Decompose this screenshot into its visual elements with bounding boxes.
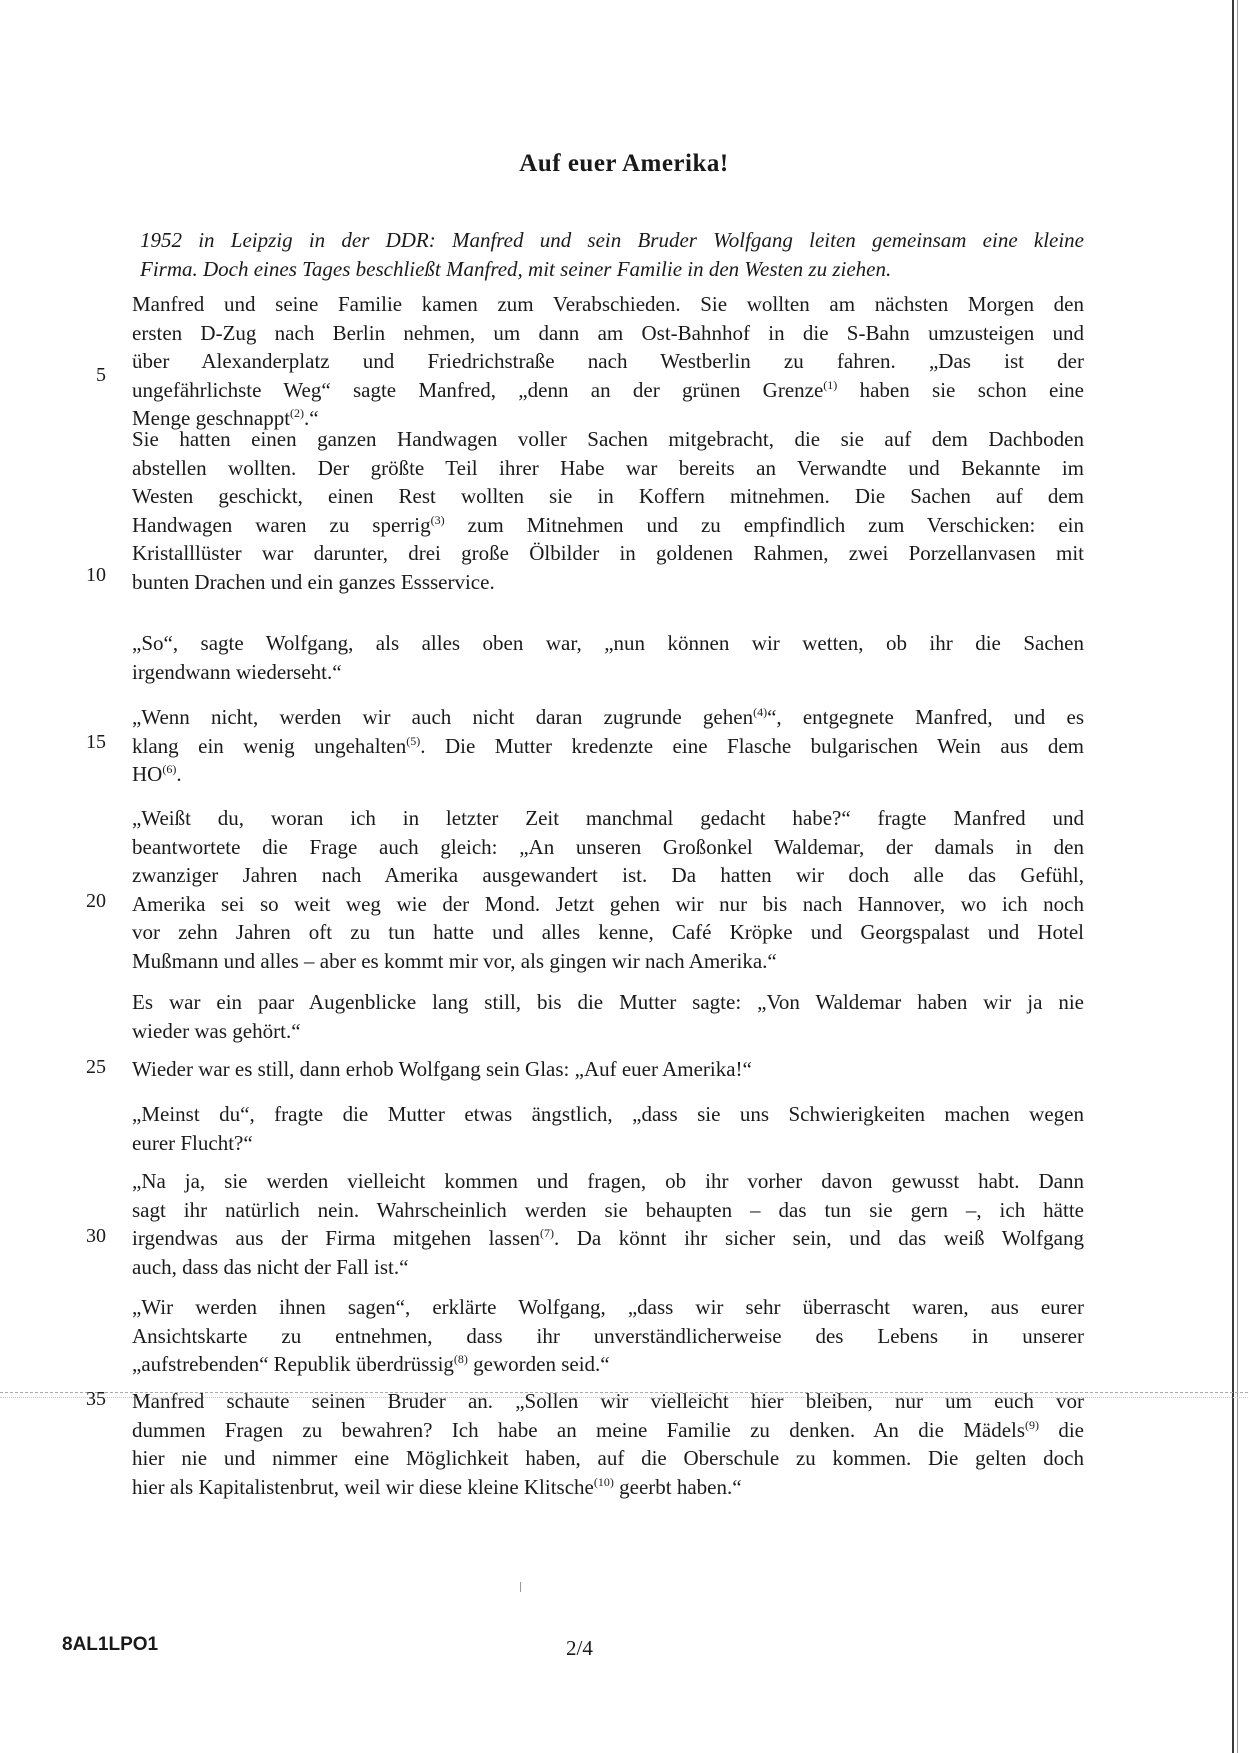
footnote-ref-1: (1) bbox=[823, 377, 838, 392]
paragraph-8 bbox=[132, 1100, 1084, 1157]
text-line bbox=[132, 1350, 1084, 1379]
text-segment: geworden seid.“ bbox=[467, 1352, 610, 1376]
paragraph-2 bbox=[132, 425, 1084, 596]
text-line: zwanziger Jahren nach Amerika ausgewandert ist. Da hatten wir doch alle das Gefühl, bbox=[132, 863, 1084, 887]
page-title: Auf euer Amerika! bbox=[519, 150, 729, 177]
text-segment: geerbt haben.“ bbox=[613, 1474, 742, 1499]
text-line: „Wir werden ihnen sagen“, erklärte Wolfgang, „dass wir sehr überrascht waren, aus eurer bbox=[132, 1295, 1084, 1319]
text-line: vor zehn Jahren oft zu tun hatte und alles kenne, Café Kröpke und Georgspalast und Hotel bbox=[132, 920, 1084, 944]
text-line: auch, dass das nicht der Fall ist.“ bbox=[132, 1254, 409, 1279]
text-segment: haben sie schon eine bbox=[837, 377, 1084, 402]
footnote-ref-9: (9) bbox=[1025, 1417, 1040, 1432]
text-line: beantwortete die Frage auch gleich: „An unseren Großonkel Waldemar, der damals in den bbox=[132, 834, 1084, 859]
text-line: Ansichtskarte zu entnehmen, dass ihr unverständlicherweise des Lebens in unserer bbox=[132, 1323, 1084, 1348]
page-number: 2/4 bbox=[566, 1636, 593, 1660]
line-number-35: 35 bbox=[86, 1388, 106, 1410]
text-segment: „aufstrebenden“ Republik überdrüssig bbox=[132, 1352, 454, 1376]
text-line: abstellen wollten. Der größte Teil ihrer Habe war bereits an Verwandte und Bekannte im bbox=[132, 455, 1084, 480]
text-line bbox=[132, 1473, 1084, 1502]
text-segment: . bbox=[176, 762, 182, 786]
text-line: Westen geschickt, einen Rest wollten sie in Koffern mitnehmen. Die Sachen auf dem bbox=[132, 484, 1084, 508]
text-line bbox=[132, 1224, 1084, 1253]
text-line bbox=[132, 511, 1084, 540]
text-segment: „Wenn nicht, werden wir auch nicht daran zugrunde gehen bbox=[132, 705, 754, 729]
paragraph-6 bbox=[132, 988, 1084, 1045]
text-line: Manfred und seine Familie kamen zum Verabschieden. Sie wollten am nächsten Morgen den bbox=[132, 292, 1084, 316]
paragraph-4 bbox=[132, 703, 1084, 789]
footnote-ref-10: (10) bbox=[593, 1474, 614, 1489]
text-line: Wieder war es still, dann erhob Wolfgang sein Glas: „Auf euer Amerika!“ bbox=[132, 1057, 752, 1081]
text-line: irgendwann wiederseht.“ bbox=[132, 659, 342, 684]
text-line: über Alexanderplatz und Friedrichstraße nach Westberlin zu fahren. „Das ist der bbox=[132, 349, 1084, 373]
footnote-ref-6: (6) bbox=[162, 762, 177, 776]
scan-mark bbox=[520, 1582, 521, 1592]
text-segment: irgendwas aus der Firma mitgehen lassen bbox=[132, 1226, 540, 1250]
text-line: „So“, sagte Wolfgang, als alles oben war, „nun können wir wetten, ob ihr die Sachen bbox=[132, 631, 1084, 655]
footnote-ref-7: (7) bbox=[539, 1226, 554, 1240]
line-number-5: 5 bbox=[96, 364, 106, 386]
footnote-ref-4: (4) bbox=[753, 705, 768, 719]
text-line: „Meinst du“, fragte die Mutter etwas ängstlich, „dass sie uns Schwierigkeiten machen wegen bbox=[132, 1102, 1084, 1126]
text-segment: dummen Fragen zu bewahren? Ich habe an meine Familie zu denken. An die Mädels bbox=[132, 1417, 1026, 1442]
line-number-20: 20 bbox=[86, 890, 106, 912]
text-line: Kristalllüster war darunter, drei große Ölbilder in goldenen Rahmen, zwei Porzellanvasen mit bbox=[132, 541, 1084, 565]
line-number-10: 10 bbox=[86, 564, 106, 586]
text-line bbox=[132, 376, 1084, 405]
text-line bbox=[132, 703, 1084, 732]
text-line: wieder was gehört.“ bbox=[132, 1018, 301, 1043]
text-line: bunten Drachen und ein ganzes Essservice. bbox=[132, 569, 495, 594]
text-segment: klang ein wenig ungehalten bbox=[132, 733, 407, 758]
line-number-25: 25 bbox=[86, 1056, 106, 1078]
text-segment: .“ bbox=[304, 406, 319, 430]
text-segment: HO bbox=[132, 762, 163, 786]
paragraph-1 bbox=[132, 290, 1084, 433]
text-segment: Menge geschnappt bbox=[132, 406, 291, 430]
text-line bbox=[132, 760, 1084, 789]
intro-line-1: 1952 in Leipzig in der DDR: Manfred und sein Bruder Wolfgang leiten gemeinsam eine kleine bbox=[140, 228, 1084, 252]
paragraph-7 bbox=[132, 1055, 1084, 1084]
text-line: hier nie und nimmer eine Möglichkeit haben, auf die Oberschule zu kommen. Die gelten doch bbox=[132, 1446, 1084, 1470]
intro-text bbox=[140, 226, 1084, 283]
text-line: Mußmann und alles – aber es kommt mir vor, als gingen wir nach Amerika.“ bbox=[132, 948, 777, 973]
text-line bbox=[132, 732, 1084, 761]
footnote-ref-3: (3) bbox=[430, 512, 445, 527]
text-line: Manfred schaute seinen Bruder an. „Sollen wir vielleicht hier bleiben, nur um euch vor bbox=[132, 1389, 1084, 1413]
paragraph-3 bbox=[132, 629, 1084, 686]
paragraph-5 bbox=[132, 804, 1084, 975]
paragraph-10 bbox=[132, 1293, 1084, 1379]
text-segment: ungefährlichste Weg“ sagte Manfred, „denn an der grünen Grenze bbox=[132, 377, 824, 402]
intro-line-2: Firma. Doch eines Tages beschließt Manfred, mit seiner Familie in den Westen zu ziehen. bbox=[140, 256, 892, 281]
line-number-15: 15 bbox=[86, 731, 106, 753]
scan-edge-line-secondary bbox=[1237, 0, 1238, 1753]
text-line: Amerika sei so weit weg wie der Mond. Jetzt gehen wir nur bis nach Hannover, wo ich noch bbox=[132, 891, 1084, 916]
text-line bbox=[132, 1416, 1084, 1445]
document-code: 8AL1LPO1 bbox=[62, 1634, 159, 1655]
text-line: Sie hatten einen ganzen Handwagen voller Sachen mitgebracht, die sie auf dem Dachboden bbox=[132, 427, 1084, 451]
text-segment: . Da könnt ihr sicher sein, und das weiß Wolfgang bbox=[553, 1226, 1084, 1250]
scan-edge-line bbox=[1232, 0, 1234, 1753]
footnote-ref-8: (8) bbox=[453, 1352, 468, 1366]
paragraph-11 bbox=[132, 1387, 1084, 1501]
footnote-ref-5: (5) bbox=[406, 733, 421, 748]
paragraph-9 bbox=[132, 1167, 1084, 1281]
text-line: Es war ein paar Augenblicke lang still, bis die Mutter sagte: „Von Waldemar haben wir ja nie bbox=[132, 990, 1084, 1014]
text-line: „Na ja, sie werden vielleicht kommen und fragen, ob ihr vorher davon gewusst habt. Dann bbox=[132, 1169, 1084, 1193]
text-line: sagt ihr natürlich nein. Wahrscheinlich werden sie behaupten – das tun sie gern –, ich hätte bbox=[132, 1197, 1084, 1222]
text-segment: . Die Mutter kredenzte eine Flasche bulgarischen Wein aus dem bbox=[420, 733, 1084, 758]
text-segment: Handwagen waren zu sperrig bbox=[132, 512, 431, 537]
footnote-ref-2: (2) bbox=[290, 406, 305, 420]
text-segment: hier als Kapitalistenbrut, weil wir diese kleine Klitsche bbox=[132, 1474, 594, 1499]
text-segment: die bbox=[1039, 1417, 1084, 1442]
text-line: ersten D-Zug nach Berlin nehmen, um dann am Ost-Bahnhof in die S-Bahn umzusteigen und bbox=[132, 320, 1084, 345]
line-number-30: 30 bbox=[86, 1225, 106, 1247]
text-segment: zum Mitnehmen und zu empfindlich zum Verschicken: ein bbox=[444, 512, 1084, 537]
text-line: eurer Flucht?“ bbox=[132, 1130, 253, 1155]
text-segment: “, entgegnete Manfred, und es bbox=[767, 705, 1084, 729]
text-line: „Weißt du, woran ich in letzter Zeit manchmal gedacht habe?“ fragte Manfred und bbox=[132, 806, 1084, 830]
